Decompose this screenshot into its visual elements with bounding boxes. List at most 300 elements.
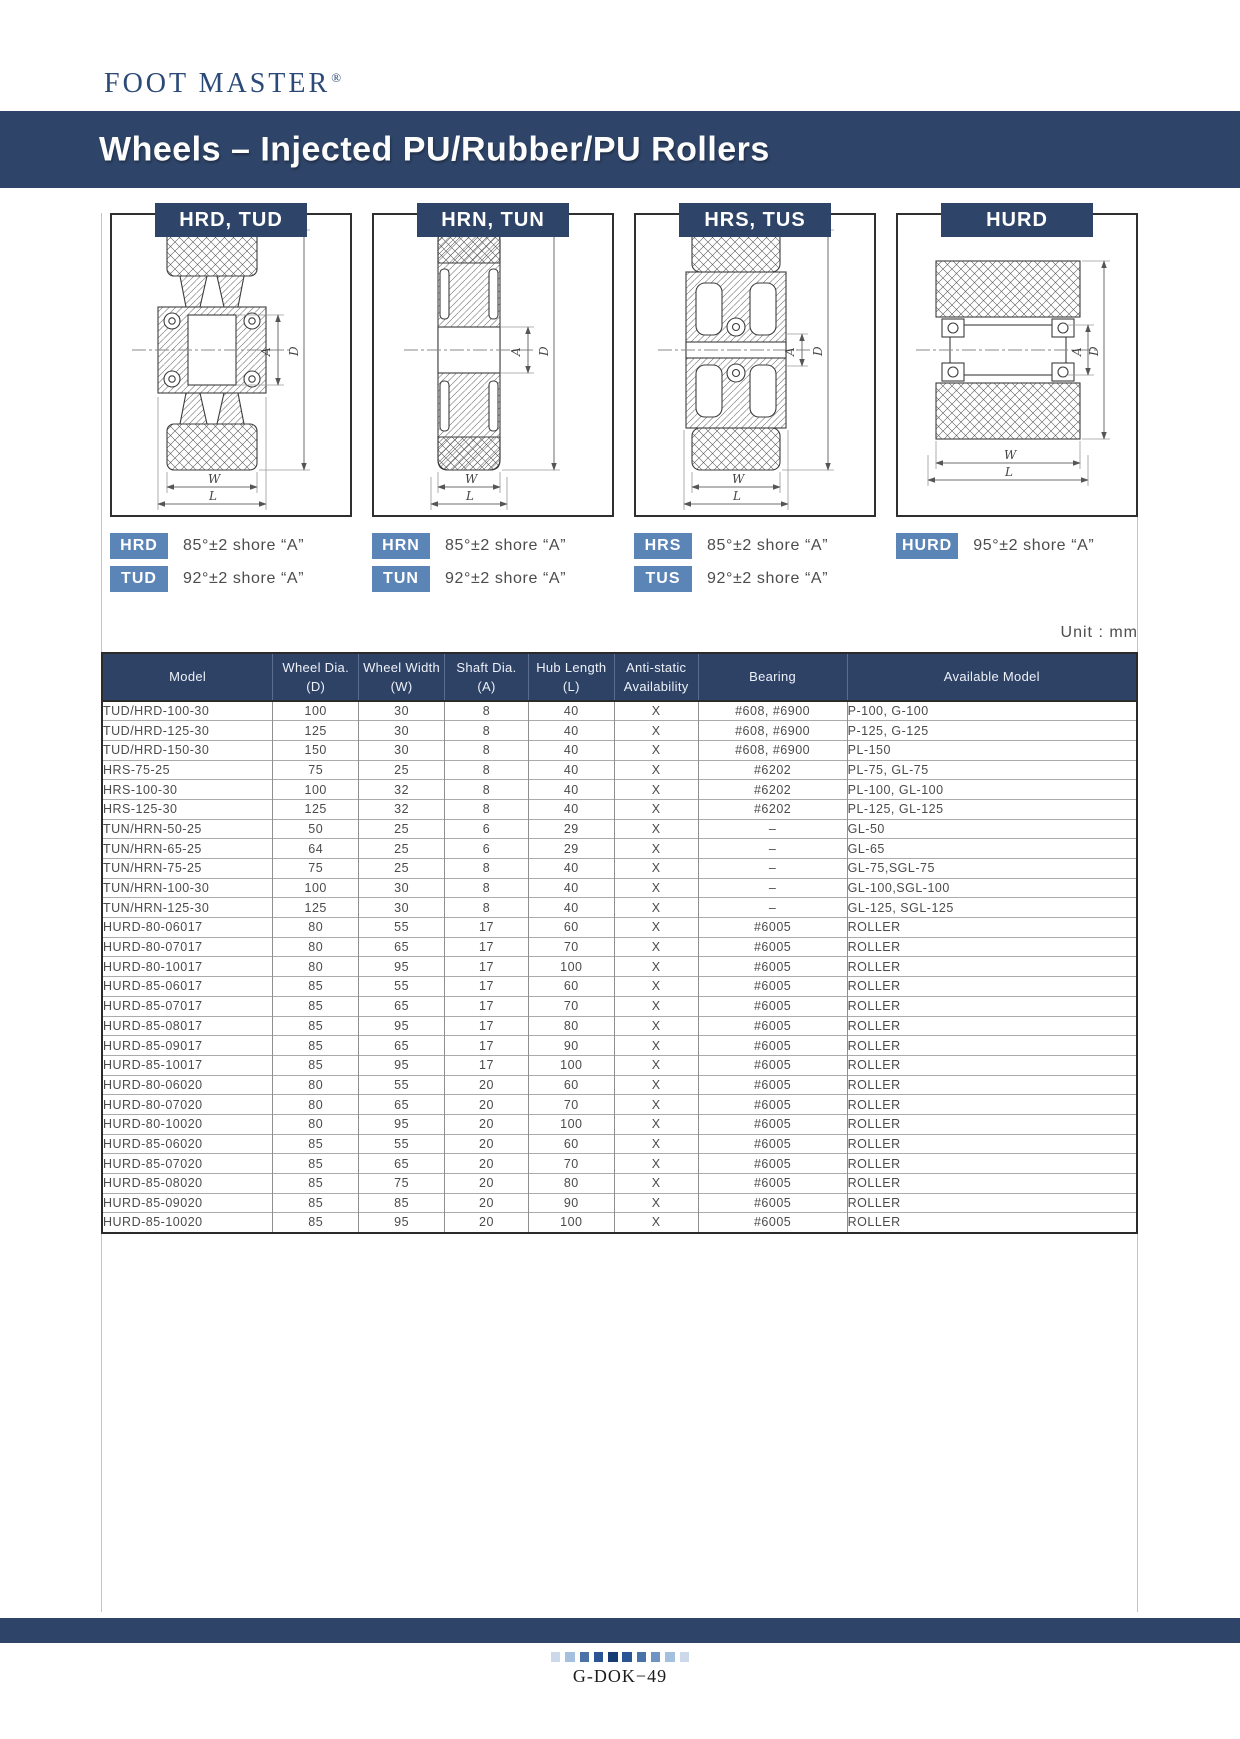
table-cell: TUD/HRD-100-30: [102, 701, 273, 721]
table-row: [102, 996, 1137, 1016]
table-cell: 100: [273, 878, 359, 898]
table-row: [102, 937, 1137, 957]
diagram-title: HRD, TUD: [179, 209, 283, 231]
spec-table: [101, 652, 1138, 1234]
table-cell: 80: [273, 937, 359, 957]
table-cell: TUN/HRN-50-25: [102, 819, 273, 839]
table-cell: 55: [359, 1075, 445, 1095]
table-row: [102, 780, 1137, 800]
table-cell: 100: [528, 1114, 614, 1134]
table-cell: X: [614, 1213, 698, 1233]
table-cell: 8: [445, 898, 529, 918]
table-cell: 8: [445, 740, 529, 760]
table-cell: 85: [273, 1193, 359, 1213]
table-cell: #6005: [698, 996, 847, 1016]
table-row: [102, 1036, 1137, 1056]
table-cell: 40: [528, 760, 614, 780]
diagram-tab: [941, 203, 1093, 237]
unit-label: Unit : mm: [1060, 624, 1138, 641]
table-cell: TUN/HRN-125-30: [102, 898, 273, 918]
table-cell: 65: [359, 1036, 445, 1056]
table-cell: X: [614, 819, 698, 839]
col-header-anti-static: Anti-static Availability: [614, 653, 698, 701]
table-cell: 75: [273, 760, 359, 780]
table-cell: ROLLER: [847, 1134, 1137, 1154]
table-cell: #6005: [698, 1036, 847, 1056]
table-cell: ROLLER: [847, 1193, 1137, 1213]
table-cell: #6202: [698, 780, 847, 800]
table-cell: –: [698, 839, 847, 859]
table-cell: P-100, G-100: [847, 704, 929, 719]
table-cell: 85: [273, 1036, 359, 1056]
table-cell: 32: [359, 780, 445, 800]
table-row: [102, 1114, 1137, 1134]
svg-text:A: A: [509, 347, 523, 356]
table-cell: 30: [359, 701, 445, 721]
table-cell: #6005: [698, 1114, 847, 1134]
table-cell: GL-100,SGL-100: [847, 878, 1137, 898]
table-cell: TUD/HRD-125-30: [102, 721, 273, 741]
table-cell: 80: [528, 1174, 614, 1194]
table-cell: 80: [528, 1016, 614, 1036]
table-cell: P-125, G-125: [847, 721, 1137, 741]
table-cell: 125: [273, 799, 359, 819]
table-cell: HRS-75-25: [102, 760, 273, 780]
diagram-tab: [417, 203, 569, 237]
table-row: [102, 859, 1137, 879]
table-cell: 20: [445, 1174, 529, 1194]
svg-text:D: D: [811, 346, 825, 356]
table-cell: 85: [273, 1154, 359, 1174]
table-cell: X: [614, 898, 698, 918]
table-cell: 80: [273, 918, 359, 938]
table-cell: 85: [273, 1174, 359, 1194]
table-cell: #6005: [698, 1174, 847, 1194]
table-cell: X: [614, 760, 698, 780]
table-cell: 100: [528, 1213, 614, 1233]
table-cell: X: [614, 1095, 698, 1115]
spec-table-body: [102, 701, 1137, 1233]
table-cell: 30: [359, 740, 445, 760]
table-cell: HURD-85-06017: [102, 977, 273, 997]
table-cell: GL-75,SGL-75: [847, 859, 1137, 879]
shore-hardness-value: 85°±2 shore “A”: [707, 537, 829, 554]
table-cell: 60: [528, 918, 614, 938]
table-cell: X: [614, 721, 698, 741]
svg-text:D: D: [1087, 346, 1101, 356]
table-cell: 90: [528, 1193, 614, 1213]
registered-mark: ®: [331, 69, 342, 85]
table-cell: 80: [273, 1114, 359, 1134]
table-cell: 8: [445, 859, 529, 879]
table-cell: X: [614, 740, 698, 760]
table-row: [102, 957, 1137, 977]
table-cell: 125: [273, 721, 359, 741]
table-cell: ROLLER: [847, 1114, 1137, 1134]
table-cell: 20: [445, 1213, 529, 1233]
table-cell: 100: [528, 1055, 614, 1075]
table-cell: PL-125, GL-125: [847, 799, 1137, 819]
shore-spec-row: [634, 533, 876, 559]
table-cell: ROLLER: [847, 1095, 1137, 1115]
table-cell: 90: [528, 1036, 614, 1056]
table-cell: X: [614, 1174, 698, 1194]
table-cell: HURD-85-07017: [102, 996, 273, 1016]
table-row: [102, 740, 1137, 760]
table-cell: #6005: [698, 1213, 847, 1233]
table-cell: HURD-85-10020: [102, 1213, 273, 1233]
svg-text:W: W: [208, 472, 221, 486]
table-row: [102, 1075, 1137, 1095]
svg-text:D: D: [287, 346, 301, 356]
table-cell: 70: [528, 996, 614, 1016]
table-cell: 95: [359, 1055, 445, 1075]
table-cell: X: [614, 937, 698, 957]
table-cell: ROLLER: [847, 977, 1137, 997]
table-cell: 85: [273, 1134, 359, 1154]
footer-square: [580, 1652, 590, 1662]
svg-text:L: L: [1005, 465, 1013, 479]
col-header-hub-length: Hub Length (L): [528, 653, 614, 701]
col-header-wheel-width: Wheel Width (W): [359, 653, 445, 701]
table-row: [102, 1154, 1137, 1174]
table-cell: 70: [528, 937, 614, 957]
table-cell: 17: [445, 1036, 529, 1056]
table-row: [102, 839, 1137, 859]
col-header-available-model: Available Model: [847, 653, 1137, 701]
model-code-badge: HRN: [372, 533, 430, 559]
table-cell: 95: [359, 1213, 445, 1233]
table-cell: 20: [445, 1134, 529, 1154]
svg-text:A: A: [783, 347, 797, 356]
table-cell: #6005: [698, 977, 847, 997]
table-cell: 85: [359, 1193, 445, 1213]
table-cell: 20: [445, 1193, 529, 1213]
model-code-badge: TUN: [372, 566, 430, 592]
diagram-tab: [679, 203, 831, 237]
table-cell: ROLLER: [847, 937, 1137, 957]
table-cell: 95: [359, 957, 445, 977]
table-cell: 8: [445, 721, 529, 741]
table-row: [102, 1174, 1137, 1194]
dimension-d: [1082, 261, 1110, 439]
table-cell: #6005: [698, 1154, 847, 1174]
table-cell: X: [614, 1075, 698, 1095]
table-cell: PL-75, GL-75: [847, 760, 1137, 780]
table-cell: 85: [273, 977, 359, 997]
table-cell: 25: [359, 819, 445, 839]
table-cell: ROLLER: [847, 1213, 1137, 1233]
table-cell: 30: [359, 721, 445, 741]
shore-spec-row: [110, 566, 352, 592]
table-row: [102, 1213, 1137, 1233]
table-row: [102, 1193, 1137, 1213]
table-cell: 29: [528, 819, 614, 839]
table-cell: 60: [528, 1134, 614, 1154]
shore-hardness-value: 95°±2 shore “A”: [973, 537, 1095, 554]
table-header-row: [102, 653, 1137, 701]
table-cell: #6005: [698, 937, 847, 957]
table-cell: –: [698, 898, 847, 918]
table-cell: #6005: [698, 1016, 847, 1036]
table-cell: 50: [273, 819, 359, 839]
table-cell: 17: [445, 1016, 529, 1036]
footer-square: [637, 1652, 647, 1662]
table-cell: 40: [528, 898, 614, 918]
table-cell: #6005: [698, 918, 847, 938]
model-code-badge: HURD: [896, 533, 958, 559]
table-cell: X: [614, 1036, 698, 1056]
svg-text:L: L: [209, 489, 217, 503]
table-cell: X: [614, 1154, 698, 1174]
table-cell: –: [698, 878, 847, 898]
svg-text:A: A: [1070, 347, 1084, 356]
svg-text:W: W: [465, 472, 478, 486]
shore-spec-row: [110, 533, 352, 559]
table-cell: 85: [273, 996, 359, 1016]
table-cell: 17: [445, 977, 529, 997]
table-row: [102, 977, 1137, 997]
table-cell: ROLLER: [847, 1016, 1137, 1036]
table-cell: TUD/HRD-150-30: [102, 740, 273, 760]
diagram-box: [896, 213, 1138, 517]
svg-text:A: A: [259, 347, 273, 356]
page-code: G-DOK−49: [572, 1666, 668, 1686]
svg-text:W: W: [732, 472, 745, 486]
technical-drawing-hrn-tun: [374, 215, 612, 515]
table-cell: 17: [445, 996, 529, 1016]
shore-spec-row: [896, 533, 1138, 559]
shore-hardness-value: 85°±2 shore “A”: [183, 537, 305, 554]
table-cell: 55: [359, 1134, 445, 1154]
table-cell: 8: [445, 760, 529, 780]
table-cell: #6005: [698, 1134, 847, 1154]
table-cell: ROLLER: [847, 1154, 1137, 1174]
table-cell: 65: [359, 996, 445, 1016]
table-row: [102, 1095, 1137, 1115]
table-cell: 29: [528, 839, 614, 859]
col-header-bearing: Bearing: [698, 653, 847, 701]
table-cell: 55: [359, 977, 445, 997]
table-cell: 40: [528, 878, 614, 898]
diagram-title: HURD: [986, 209, 1048, 231]
table-cell: X: [614, 780, 698, 800]
table-cell: X: [614, 1016, 698, 1036]
table-cell: 95: [359, 1114, 445, 1134]
table-cell: TUN/HRN-100-30: [102, 878, 273, 898]
model-code-badge: HRD: [110, 533, 168, 559]
table-cell: 8: [445, 701, 529, 721]
table-cell: ROLLER: [847, 957, 1137, 977]
table-cell: 75: [359, 1174, 445, 1194]
table-cell: 40: [528, 859, 614, 879]
table-cell: X: [614, 1134, 698, 1154]
table-row: [102, 819, 1137, 839]
shore-spec-row: [372, 566, 614, 592]
table-cell: 6: [445, 819, 529, 839]
table-cell: 30: [359, 898, 445, 918]
svg-text:W: W: [1004, 448, 1017, 462]
diagram-box: [110, 213, 352, 517]
table-cell: 40: [528, 780, 614, 800]
table-cell: 8: [445, 878, 529, 898]
table-cell: X: [614, 1193, 698, 1213]
table-cell: 20: [445, 1114, 529, 1134]
table-row: [102, 721, 1137, 741]
table-cell: HURD-85-08017: [102, 1016, 273, 1036]
table-row: [102, 1055, 1137, 1075]
table-cell: 70: [528, 1154, 614, 1174]
table-cell: 70: [528, 1095, 614, 1115]
table-cell: 60: [528, 977, 614, 997]
table-cell: HURD-85-08020: [102, 1174, 273, 1194]
table-cell: 55: [359, 918, 445, 938]
table-cell: 85: [273, 1055, 359, 1075]
technical-drawing-hrs-tus: [636, 215, 874, 515]
shore-spec-list: [896, 533, 1138, 566]
table-cell: 17: [445, 1055, 529, 1075]
table-cell: 25: [359, 839, 445, 859]
diagram-title: HRS, TUS: [704, 209, 806, 231]
table-cell: X: [614, 701, 698, 721]
table-cell: #608, #6900: [698, 740, 847, 760]
footer-square: [680, 1652, 690, 1662]
table-cell: 8: [445, 799, 529, 819]
technical-drawing-hrd-tud: [112, 215, 350, 515]
table-row: [102, 918, 1137, 938]
table-row: [102, 878, 1137, 898]
table-cell: 100: [273, 701, 359, 721]
table-cell: HURD-85-09020: [102, 1193, 273, 1213]
page-title-banner: [0, 111, 1240, 188]
table-cell: 40: [528, 701, 614, 721]
table-cell: ROLLER: [847, 1055, 1137, 1075]
table-cell: TUN/HRN-75-25: [102, 859, 273, 879]
table-cell: 32: [359, 799, 445, 819]
table-cell: –: [698, 819, 847, 839]
table-cell: X: [614, 957, 698, 977]
table-cell: #6202: [698, 799, 847, 819]
shore-spec-row: [372, 533, 614, 559]
table-row: [102, 701, 1137, 721]
col-header-model: Model: [102, 653, 273, 701]
table-cell: 17: [445, 918, 529, 938]
table-cell: HURD-85-06020: [102, 1134, 273, 1154]
model-code-badge: TUS: [634, 566, 692, 592]
table-row: [102, 1016, 1137, 1036]
table-cell: 40: [528, 740, 614, 760]
col-header-wheel-dia: Wheel Dia. (D): [273, 653, 359, 701]
page-title: Wheels – Injected PU/Rubber/PU Rollers: [99, 130, 770, 168]
table-cell: 95: [359, 1016, 445, 1036]
table-cell: 80: [273, 957, 359, 977]
table-cell: 25: [359, 859, 445, 879]
table-cell: GL-65: [847, 839, 1137, 859]
table-cell: 85: [273, 1213, 359, 1233]
table-cell: HRS-100-30: [102, 780, 273, 800]
table-cell: 40: [528, 799, 614, 819]
shore-spec-list: [372, 533, 614, 599]
diagram-tab: [155, 203, 307, 237]
brand-name: FOOT MASTER: [104, 68, 331, 99]
table-cell: 65: [359, 1154, 445, 1174]
table-cell: 60: [528, 1075, 614, 1095]
table-cell: 65: [359, 937, 445, 957]
shore-hardness-value: 92°±2 shore “A”: [445, 570, 567, 587]
table-cell: 17: [445, 937, 529, 957]
table-cell: 40: [528, 721, 614, 741]
footer-square: [651, 1652, 661, 1662]
table-cell: #6005: [698, 957, 847, 977]
col-header-shaft-dia: Shaft Dia. (A): [445, 653, 529, 701]
table-cell: 20: [445, 1075, 529, 1095]
table-cell: X: [614, 878, 698, 898]
svg-text:L: L: [733, 489, 741, 503]
table-cell: HURD-85-07020: [102, 1154, 273, 1174]
table-cell: GL-50: [847, 819, 1137, 839]
table-row: [102, 1134, 1137, 1154]
table-cell: 17: [445, 957, 529, 977]
footer-square: [665, 1652, 675, 1662]
shore-spec-row: [634, 566, 876, 592]
table-cell: X: [614, 1114, 698, 1134]
table-cell: PL-100, GL-100: [847, 780, 1137, 800]
table-cell: X: [614, 799, 698, 819]
table-cell: 125: [273, 898, 359, 918]
table-cell: HURD-80-10017: [102, 957, 273, 977]
shore-hardness-value: 85°±2 shore “A”: [445, 537, 567, 554]
technical-drawing-hurd: [898, 215, 1136, 515]
table-cell: ROLLER: [847, 918, 1137, 938]
svg-text:L: L: [466, 489, 474, 503]
table-cell: 8: [445, 780, 529, 800]
table-cell: 25: [359, 760, 445, 780]
table-cell: –: [698, 859, 847, 879]
brand-logo: [104, 68, 341, 100]
table-cell: ROLLER: [847, 1036, 1137, 1056]
table-cell: TUN/HRN-65-25: [102, 839, 273, 859]
table-row: [102, 760, 1137, 780]
table-cell: X: [614, 918, 698, 938]
table-cell: 100: [528, 957, 614, 977]
table-cell: #6005: [698, 1095, 847, 1115]
table-cell: ROLLER: [847, 996, 1137, 1016]
shore-spec-list: [634, 533, 876, 599]
table-cell: HURD-85-09017: [102, 1036, 273, 1056]
footer-square: [608, 1652, 618, 1662]
table-cell: 80: [273, 1095, 359, 1115]
table-cell: ROLLER: [847, 1075, 1137, 1095]
table-cell: #608, #6900: [698, 701, 847, 721]
table-cell: HURD-85-10017: [102, 1055, 273, 1075]
table-cell: #6202: [698, 760, 847, 780]
table-cell: #6005: [698, 1193, 847, 1213]
table-cell: X: [614, 859, 698, 879]
table-cell: 80: [273, 1075, 359, 1095]
table-cell: 6: [445, 839, 529, 859]
footer-bar: [0, 1618, 1240, 1643]
table-row: [102, 799, 1137, 819]
table-cell: ROLLER: [847, 1174, 1137, 1194]
table-cell: 75: [273, 859, 359, 879]
table-cell: X: [614, 996, 698, 1016]
diagram-box: [634, 213, 876, 517]
table-cell: HURD-80-06020: [102, 1075, 273, 1095]
table-cell: 100: [273, 780, 359, 800]
footer-square: [565, 1652, 575, 1662]
footer-square: [622, 1652, 632, 1662]
diagram-title: HRN, TUN: [441, 209, 545, 231]
